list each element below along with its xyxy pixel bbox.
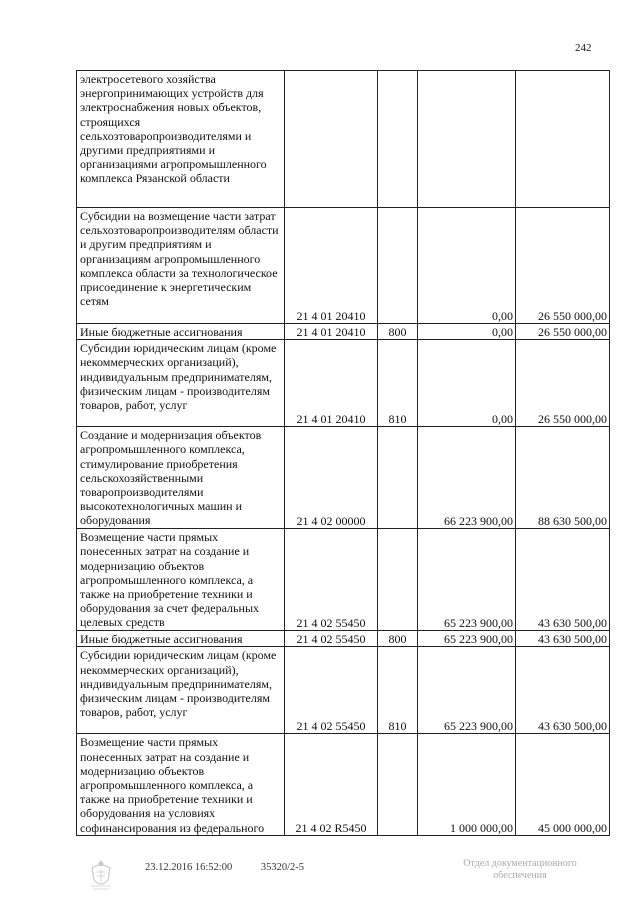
row-amount-2017: 1 000 000,00 (418, 734, 516, 836)
row-amount-2018: 43 630 500,00 (516, 529, 610, 631)
row-amount-2018: 26 550 000,00 (516, 324, 610, 340)
row-amount-2017: 65 223 900,00 (418, 647, 516, 734)
row-expense-type (378, 529, 418, 631)
row-name: Возмещение части прямых понесенных затрат на создание и модернизацию объектов агропромышленного комплекса, а также на приобретение техники и оборудования за счет федеральных целевых средств (77, 529, 285, 631)
row-code: 21 4 02 55450 (285, 647, 378, 734)
footer (145, 862, 330, 873)
stamp-line-1: Отдел документационного (463, 858, 577, 869)
row-amount-2018: 43 630 500,00 (516, 631, 610, 647)
row-expense-type: 810 (378, 340, 418, 427)
row-code: 21 4 02 55450 (285, 631, 378, 647)
row-name: Субсидии юридическим лицам (кроме некоммерческих организаций), индивидуальным предпринимателям, физическим лицам - производителям товаров, работ, услуг (77, 340, 285, 427)
row-name: Создание и модернизация объектов агропромышленного комплекса, стимулирование приобретения сельскохозяйственными товаропроизводителями высокотехнологичных машин и оборудования (77, 427, 285, 529)
row-code (285, 71, 378, 208)
table-row (77, 427, 610, 529)
department-stamp (440, 858, 600, 882)
page-number: 242 (575, 42, 592, 54)
row-amount-2017: 65 223 900,00 (418, 631, 516, 647)
row-amount-2018: 26 550 000,00 (516, 340, 610, 427)
table-row (77, 71, 610, 208)
row-expense-type: 800 (378, 324, 418, 340)
row-expense-type (378, 208, 418, 324)
row-amount-2018: 26 550 000,00 (516, 208, 610, 324)
footer-datetime: 23.12.2016 16:52:00 (145, 862, 233, 873)
row-amount-2017: 0,00 (418, 208, 516, 324)
row-expense-type (378, 427, 418, 529)
row-amount-2017: 0,00 (418, 324, 516, 340)
row-amount-2017: 66 223 900,00 (418, 427, 516, 529)
row-code: 21 4 02 00000 (285, 427, 378, 529)
table-row (77, 631, 610, 647)
row-name: электросетевого хозяйства энергопринимающих устройств для электроснабжения новых объектов, строящихся сельхозтоваропроизводителями и другими предприятиями и организациями агропромышленного комплекса Рязанской области (77, 71, 285, 208)
row-code: 21 4 01 20410 (285, 340, 378, 427)
row-expense-type (378, 734, 418, 836)
row-name: Возмещение части прямых понесенных затрат на создание и модернизацию объектов агропромышленного комплекса, а также на приобретение техники и оборудования на условиях софинансирования из федерального (77, 734, 285, 836)
row-expense-type (378, 71, 418, 208)
row-amount-2017: 0,00 (418, 340, 516, 427)
table-row (77, 734, 610, 836)
row-code: 21 4 02 R5450 (285, 734, 378, 836)
row-amount-2017: 65 223 900,00 (418, 529, 516, 631)
budget-table (76, 70, 610, 836)
row-code: 21 4 01 20410 (285, 324, 378, 340)
footer-doc-id: 35320/2-5 (260, 862, 305, 873)
row-expense-type: 810 (378, 647, 418, 734)
row-amount-2018: 45 000 000,00 (516, 734, 610, 836)
row-name: Иные бюджетные ассигнования (77, 324, 285, 340)
row-name: Субсидии юридическим лицам (кроме некоммерческих организаций), индивидуальным предпринимателям, физическим лицам - производителям товаров, работ, услуг (77, 647, 285, 734)
table-row (77, 340, 610, 427)
row-expense-type: 800 (378, 631, 418, 647)
table-row (77, 208, 610, 324)
row-amount-2017 (418, 71, 516, 208)
stamp-line-2: обеспечения (493, 870, 547, 881)
row-amount-2018: 88 630 500,00 (516, 427, 610, 529)
row-code: 21 4 01 20410 (285, 208, 378, 324)
row-amount-2018: 43 630 500,00 (516, 647, 610, 734)
row-name: Субсидии на возмещение части затрат сельхозтоваропроизводителям области и другим предприятиям и организациям агропромышленного комплекса области за технологическое присоединение к энергетическим сетям (77, 208, 285, 324)
row-amount-2018 (516, 71, 610, 208)
emblem-icon (88, 858, 114, 892)
row-code: 21 4 02 55450 (285, 529, 378, 631)
table-row (77, 529, 610, 631)
table-row (77, 647, 610, 734)
table-row (77, 324, 610, 340)
row-name: Иные бюджетные ассигнования (77, 631, 285, 647)
